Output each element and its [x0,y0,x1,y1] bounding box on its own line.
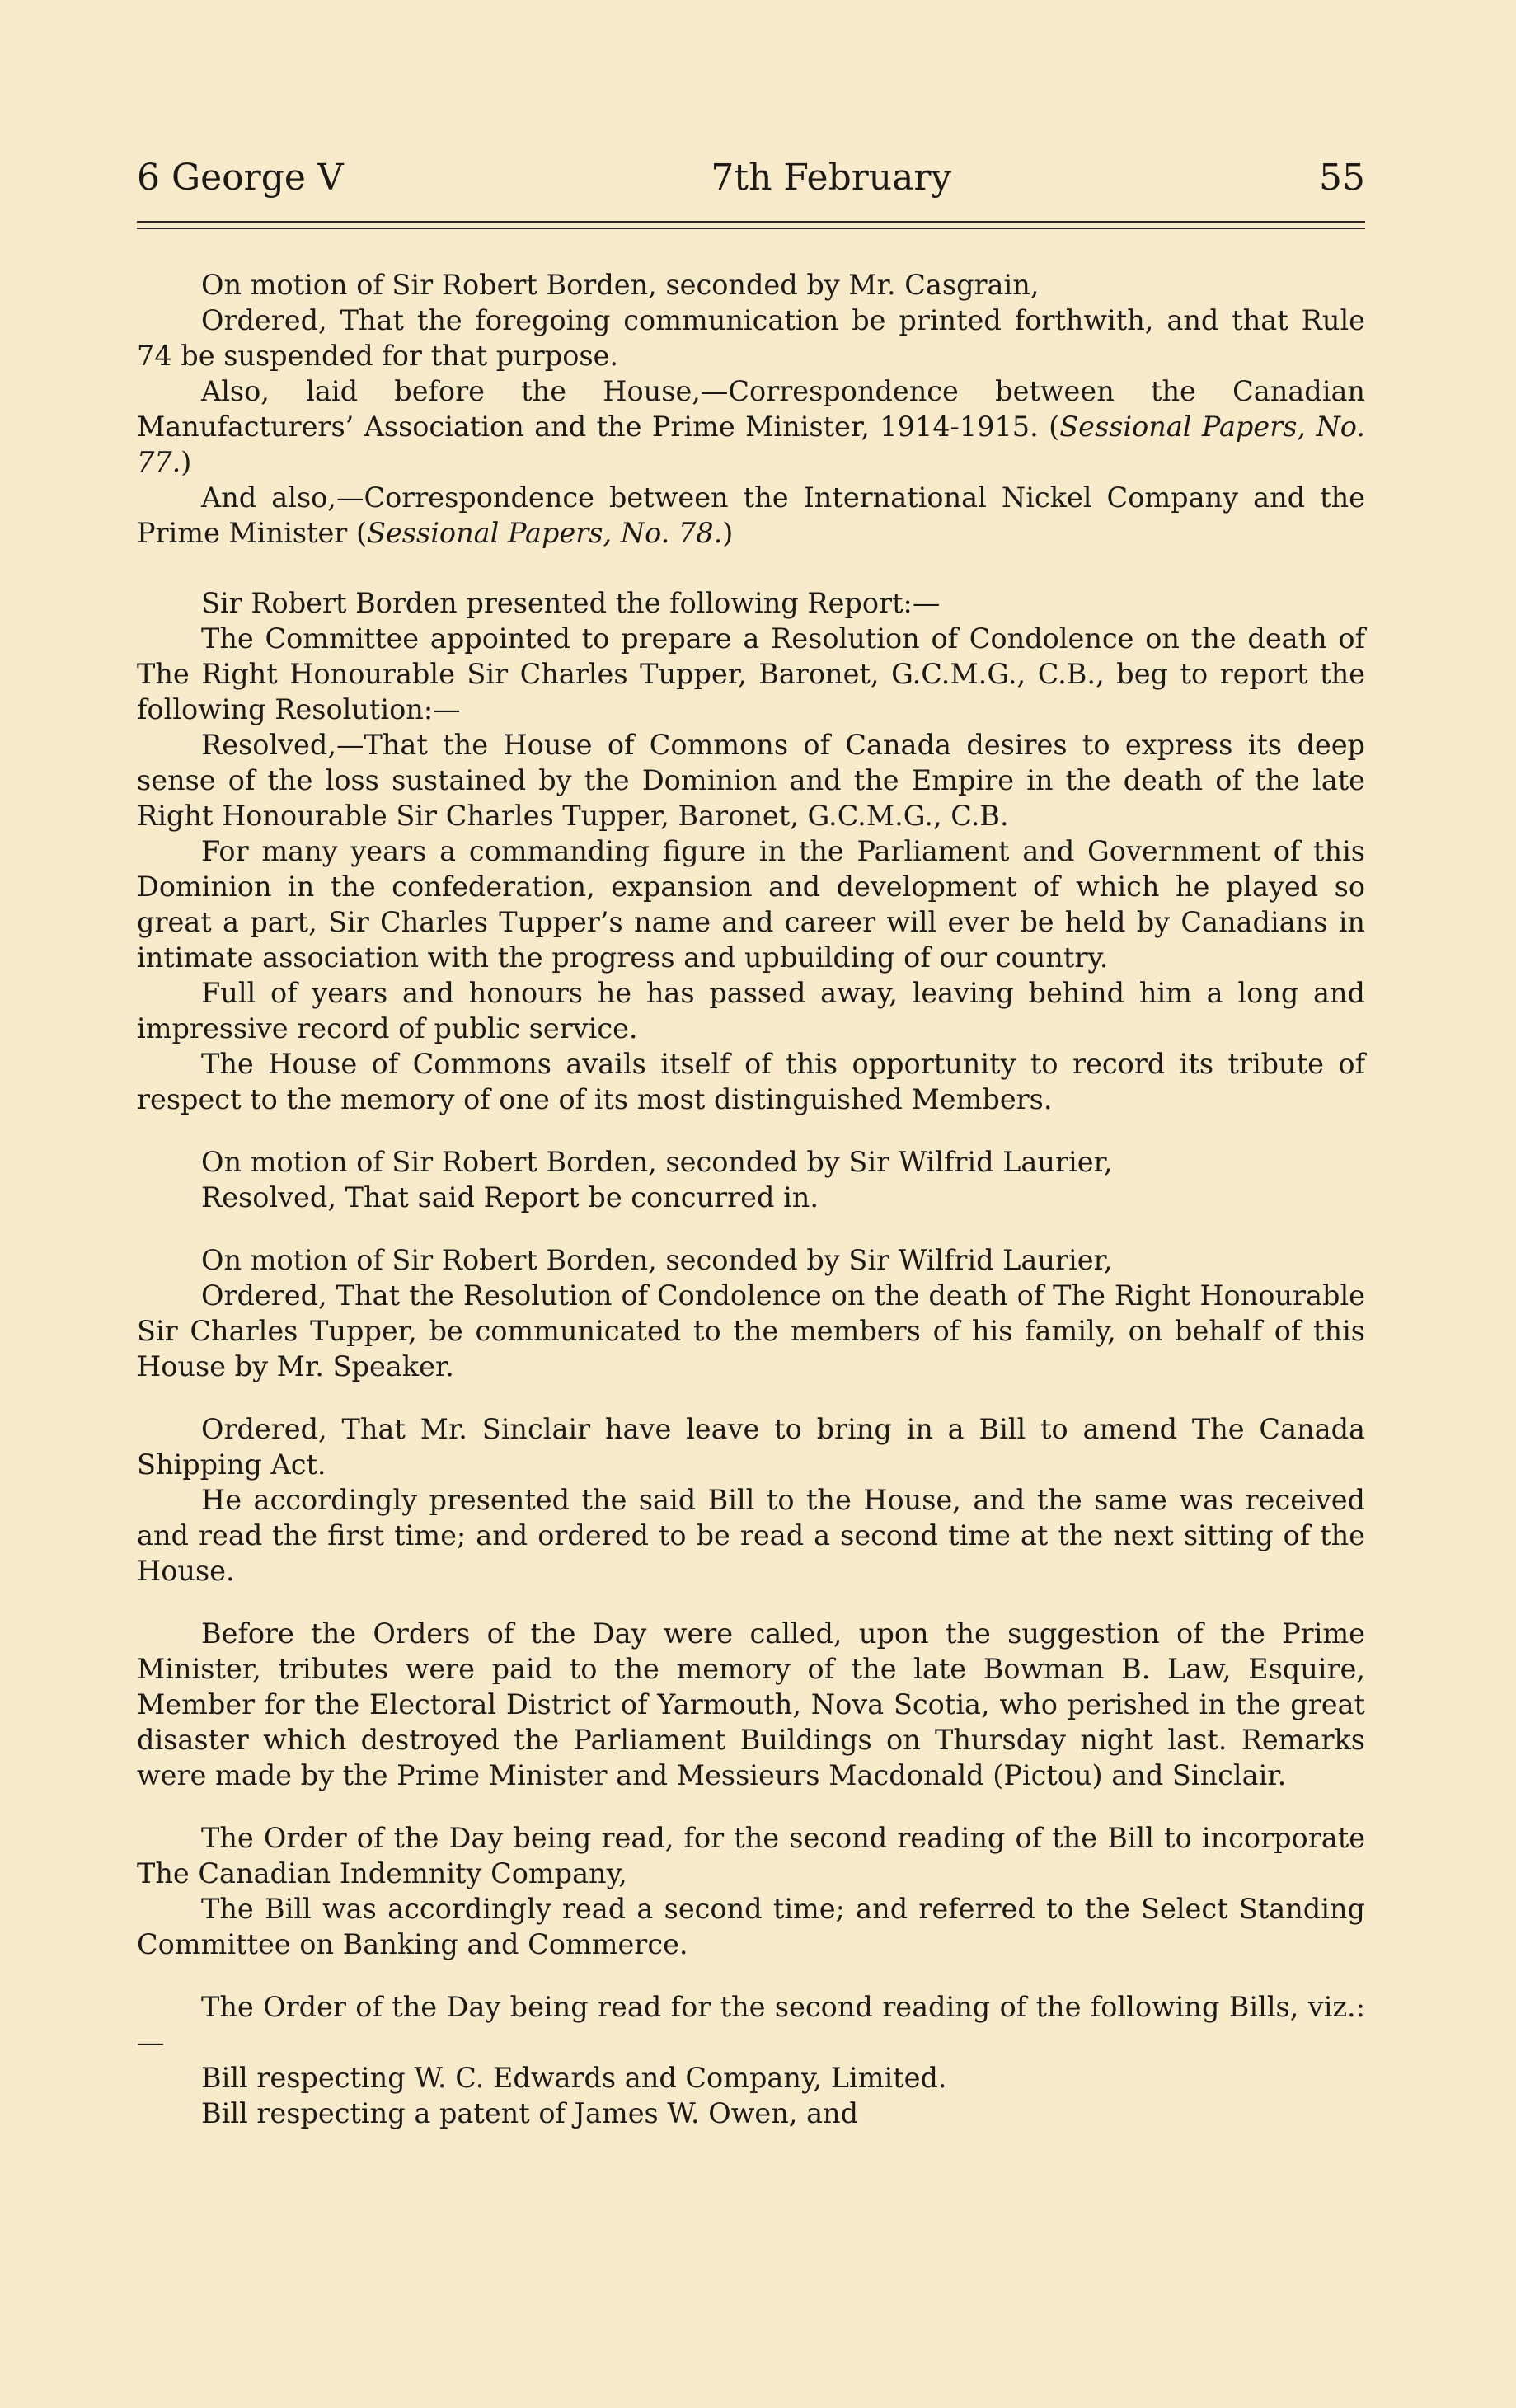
running-head [137,157,1365,199]
paragraph: For many years a commanding figure in the Parliament and Government of this Dominion in the confederation, expansion and development of which he played so great a part, Sir Charles Tupper’s name and career will ever be held by Canadians in intimate association with the progress and upbuilding of our country. [137,835,1365,974]
paragraph: Also, laid before the House,—Correspondence between the Canadian Manufacturers’ Association and the Prime Minister, 1914-1915. (Sessional Papers, No. 77.) [137,375,1365,478]
date-heading: 7th February [711,157,952,199]
paragraph: Ordered, That Mr. Sinclair have leave to bring in a Bill to amend The Canada Shipping Act. [137,1413,1365,1481]
paragraph: Before the Orders of the Day were called, upon the suggestion of the Prime Minister, tributes were paid to the memory of the late Bowman B. Law, Esquire, Member for the Electoral District of Yarmouth, Nova Scotia, who perished in the great disaster which destroyed the Parliament Buildings on Thursday night last. Remarks were made by the Prime Minister and Messieurs Macdonald (Pictou) and Sinclair. [137,1617,1365,1791]
paragraph: The Bill was accordingly read a second time; and referred to the Select Standing Committee on Banking and Commerce. [137,1893,1365,1960]
paragraph: On motion of Sir Robert Borden, seconded by Sir Wilfrid Laurier, [201,1146,1113,1178]
journal-body [137,267,1365,2131]
regnal-year: 6 George V [137,157,344,199]
journal-page [137,157,1365,2131]
paragraph: On motion of Sir Robert Borden, seconded by Sir Wilfrid Laurier, [201,1244,1113,1276]
paragraph: Bill respecting a patent of James W. Owen, and [201,2097,859,2129]
paragraph: The Order of the Day being read for the second reading of the following Bills, viz.:— [137,1991,1365,2058]
sessional-paper-ref: Sessional Papers, No. 78. [367,517,723,549]
header-rule [137,221,1365,229]
paragraph: The Order of the Day being read, for the second reading of the Bill to incorporate The Canadian Indemnity Company, [137,1822,1365,1889]
paragraph: He accordingly presented the said Bill to the House, and the same was received and read the first time; and ordered to be read a second time at the next sitting of the House. [137,1484,1365,1587]
sessional-paper-ref: Sessional Papers, No. 77. [137,411,1365,478]
paragraph: Bill respecting W. C. Edwards and Company, Limited. [201,2062,947,2094]
paragraph: The House of Commons avails itself of this opportunity to record its tribute of respect to the memory of one of its most distinguished Members. [137,1048,1365,1115]
page-number: 55 [1319,157,1365,199]
paragraph: The Committee appointed to prepare a Resolution of Condolence on the death of The Right Honourable Sir Charles Tupper, Baronet, G.C.M.G., C.B., beg to report the following Resolution:— [137,622,1365,725]
paragraph: On motion of Sir Robert Borden, seconded by Mr. Casgrain, [201,269,1040,301]
paragraph: And also,—Correspondence between the International Nickel Company and the Prime Minister (Sessional Papers, No. 78.) [137,481,1365,549]
paragraph: Full of years and honours he has passed away, leaving behind him a long and impressive record of public service. [137,977,1365,1044]
paragraph: Sir Robert Borden presented the following Report:— [201,587,941,619]
paragraph: Resolved,—That the House of Commons of Canada desires to express its deep sense of the loss sustained by the Dominion and the Empire in the death of the late Right Honourable Sir Charles Tupper, Baronet, G.C.M.G., C.B. [137,729,1365,832]
paragraph: Ordered, That the foregoing communication be printed forthwith, and that Rule 74 be suspended for that purpose. [137,304,1365,372]
paragraph: Resolved, That said Report be concurred in. [201,1181,819,1213]
paragraph: Ordered, That the Resolution of Condolence on the death of The Right Honourable Sir Charles Tupper, be communicated to the members of his family, on behalf of this House by Mr. Speaker. [137,1279,1365,1382]
